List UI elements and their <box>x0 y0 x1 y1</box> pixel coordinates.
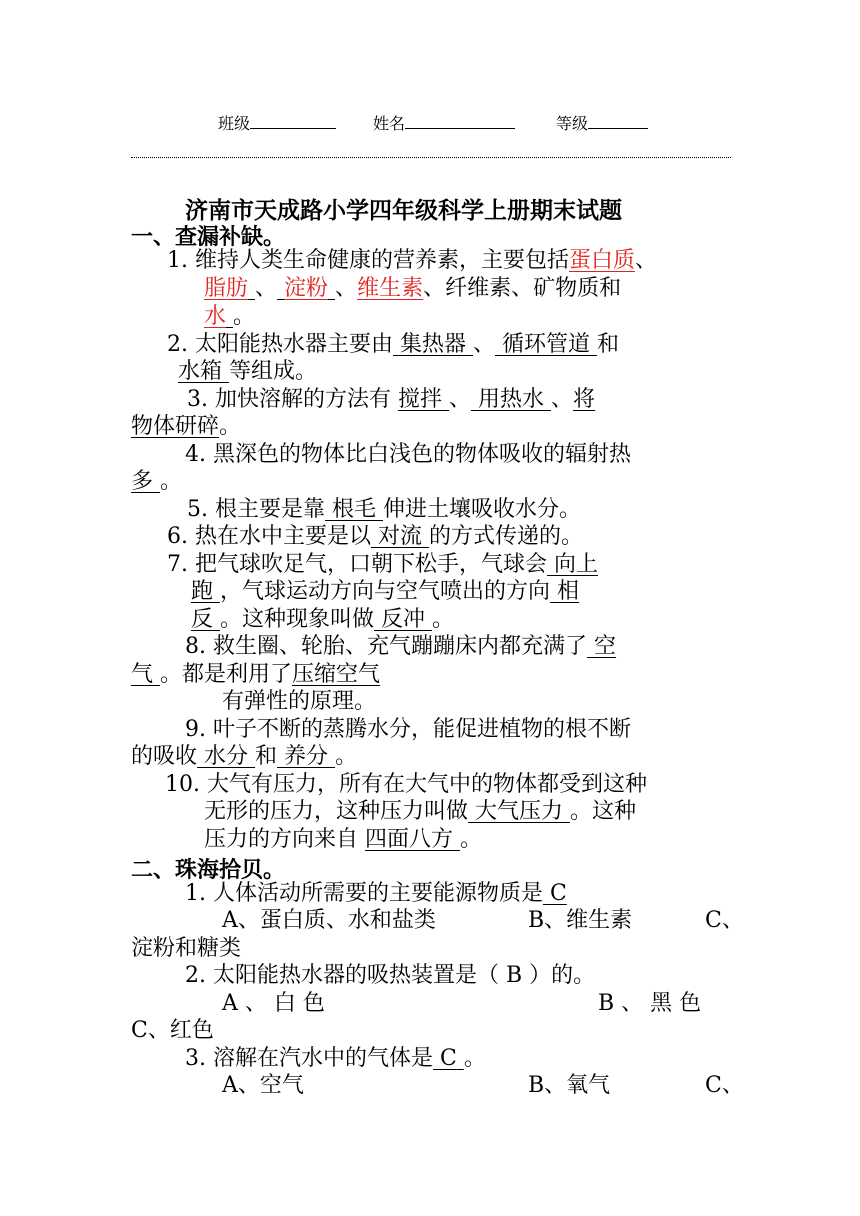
option: B 、 黑 色 <box>598 991 702 1016</box>
grade-label: 等级 <box>556 114 589 133</box>
question-line: 的吸收 水分 和 养分 。 <box>131 744 358 769</box>
question-line: 10. 大气有压力，所有在大气中的物体都受到这种 <box>165 772 647 797</box>
answer: 水箱 <box>178 359 223 384</box>
question-line: 压力的方向来自 四面八方 。 <box>204 827 483 852</box>
class-field <box>218 111 336 134</box>
answer: 四面八方 <box>365 827 454 852</box>
answer: 水 <box>204 304 227 329</box>
class-label: 班级 <box>218 114 251 133</box>
question-line: 气 。都是利用了压缩空气 <box>131 662 381 687</box>
answer: C <box>439 1046 457 1071</box>
answer: 多 <box>131 469 154 494</box>
answer: 淀粉 <box>284 276 329 301</box>
question-line: 脂肪 、 淀粉 、维生素、纤维素、矿物质和 <box>204 276 622 301</box>
question-line: 7. 把气球吹足气，口朝下松手，气球会 向上 <box>167 552 599 577</box>
answer: 跑 <box>191 579 214 604</box>
question-line: 6. 热在水中主要是以 对流 的方式传递的。 <box>167 524 584 549</box>
section-heading-2: 二、珠海拾贝。 <box>131 857 286 883</box>
answer: 用热水 <box>478 387 545 412</box>
question-line: 2. 太阳能热水器主要由 集热器 、 循环管道 和 <box>167 332 620 357</box>
question-line: 无形的压力，这种压力叫做 大气压力 。这种 <box>204 799 637 824</box>
answer: C <box>550 881 567 906</box>
answer: 气 <box>131 662 154 687</box>
answer: 维生素 <box>357 276 424 301</box>
question-line: 有弹性的原理。 <box>222 689 377 714</box>
answer: 大气压力 <box>475 799 564 824</box>
option: B、维生素 <box>528 908 633 933</box>
option: A、蛋白质、水和盐类 <box>222 908 436 933</box>
name-label: 姓名 <box>373 114 406 133</box>
answer: 养分 <box>284 744 329 769</box>
answer: 向上 <box>554 552 599 577</box>
question-line: 5. 根主要是靠 根毛 伸进土壤吸收水分。 <box>187 497 582 522</box>
question-line: 多 。 <box>131 469 183 494</box>
answer: 相 <box>557 579 580 604</box>
question-line: 3. 加快溶解的方法有 搅拌 、 用热水 、将 <box>187 387 596 412</box>
page-title: 济南市天成路小学四年级科学上册期末试题 <box>185 197 622 224</box>
answer: 脂肪 <box>204 276 249 301</box>
option: B、氧气 <box>528 1073 611 1098</box>
question-line: 水箱 等组成。 <box>178 359 318 384</box>
option: C、 <box>705 908 744 933</box>
grade-blank[interactable] <box>588 113 648 129</box>
option: C、红色 <box>131 1018 214 1043</box>
question-line: 反 。这种现象叫做 反冲 。 <box>191 607 455 632</box>
answer: 搅拌 <box>397 387 442 412</box>
question-line: 2. 太阳能热水器的吸热装置是（ B ）的。 <box>185 963 596 988</box>
answer: 物体研碎 <box>131 414 220 439</box>
grade-field <box>556 111 648 134</box>
answer: 压缩空气 <box>292 662 381 687</box>
question-line: 4. 黑深色的物体比白浅色的物体吸收的辐射热 <box>185 442 631 467</box>
answer: 循环管道 <box>502 332 591 357</box>
answer: 空 <box>594 634 617 659</box>
question-line: 9. 叶子不断的蒸腾水分，能促进植物的根不断 <box>185 717 631 742</box>
section-heading-1: 一、查漏补缺。 <box>131 224 286 250</box>
question-line: 1. 人体活动所需要的主要能源物质是 C <box>185 881 567 906</box>
class-blank[interactable] <box>250 113 336 129</box>
question-line: 1. 维持人类生命健康的营养素，主要包括蛋白质、 <box>167 248 658 273</box>
option: C、 <box>705 1073 744 1098</box>
option: A 、 白 色 <box>222 991 325 1016</box>
question-line: 水 。 <box>204 304 256 329</box>
dotted-divider <box>131 157 731 158</box>
answer: 反冲 <box>381 607 426 632</box>
option: 淀粉和糖类 <box>131 936 242 961</box>
name-blank[interactable] <box>405 113 515 129</box>
option: A、空气 <box>222 1073 304 1098</box>
answer: 反 <box>191 607 214 632</box>
answer: 根毛 <box>331 497 376 522</box>
question-line: 3. 溶解在汽水中的气体是 C 。 <box>185 1046 486 1071</box>
name-field <box>373 111 515 134</box>
answer: 集热器 <box>399 332 466 357</box>
answer: 蛋白质 <box>569 248 636 273</box>
question-line: 跑 ，气球运动方向与空气喷出的方向 相 <box>191 579 580 604</box>
answer: 对流 <box>377 524 422 549</box>
answer: 将 <box>573 387 596 412</box>
question-line: 物体研碎。 <box>131 414 242 439</box>
question-line: 8. 救生圈、轮胎、充气蹦蹦床内都充满了 空 <box>185 634 617 659</box>
answer: 水分 <box>204 744 249 769</box>
